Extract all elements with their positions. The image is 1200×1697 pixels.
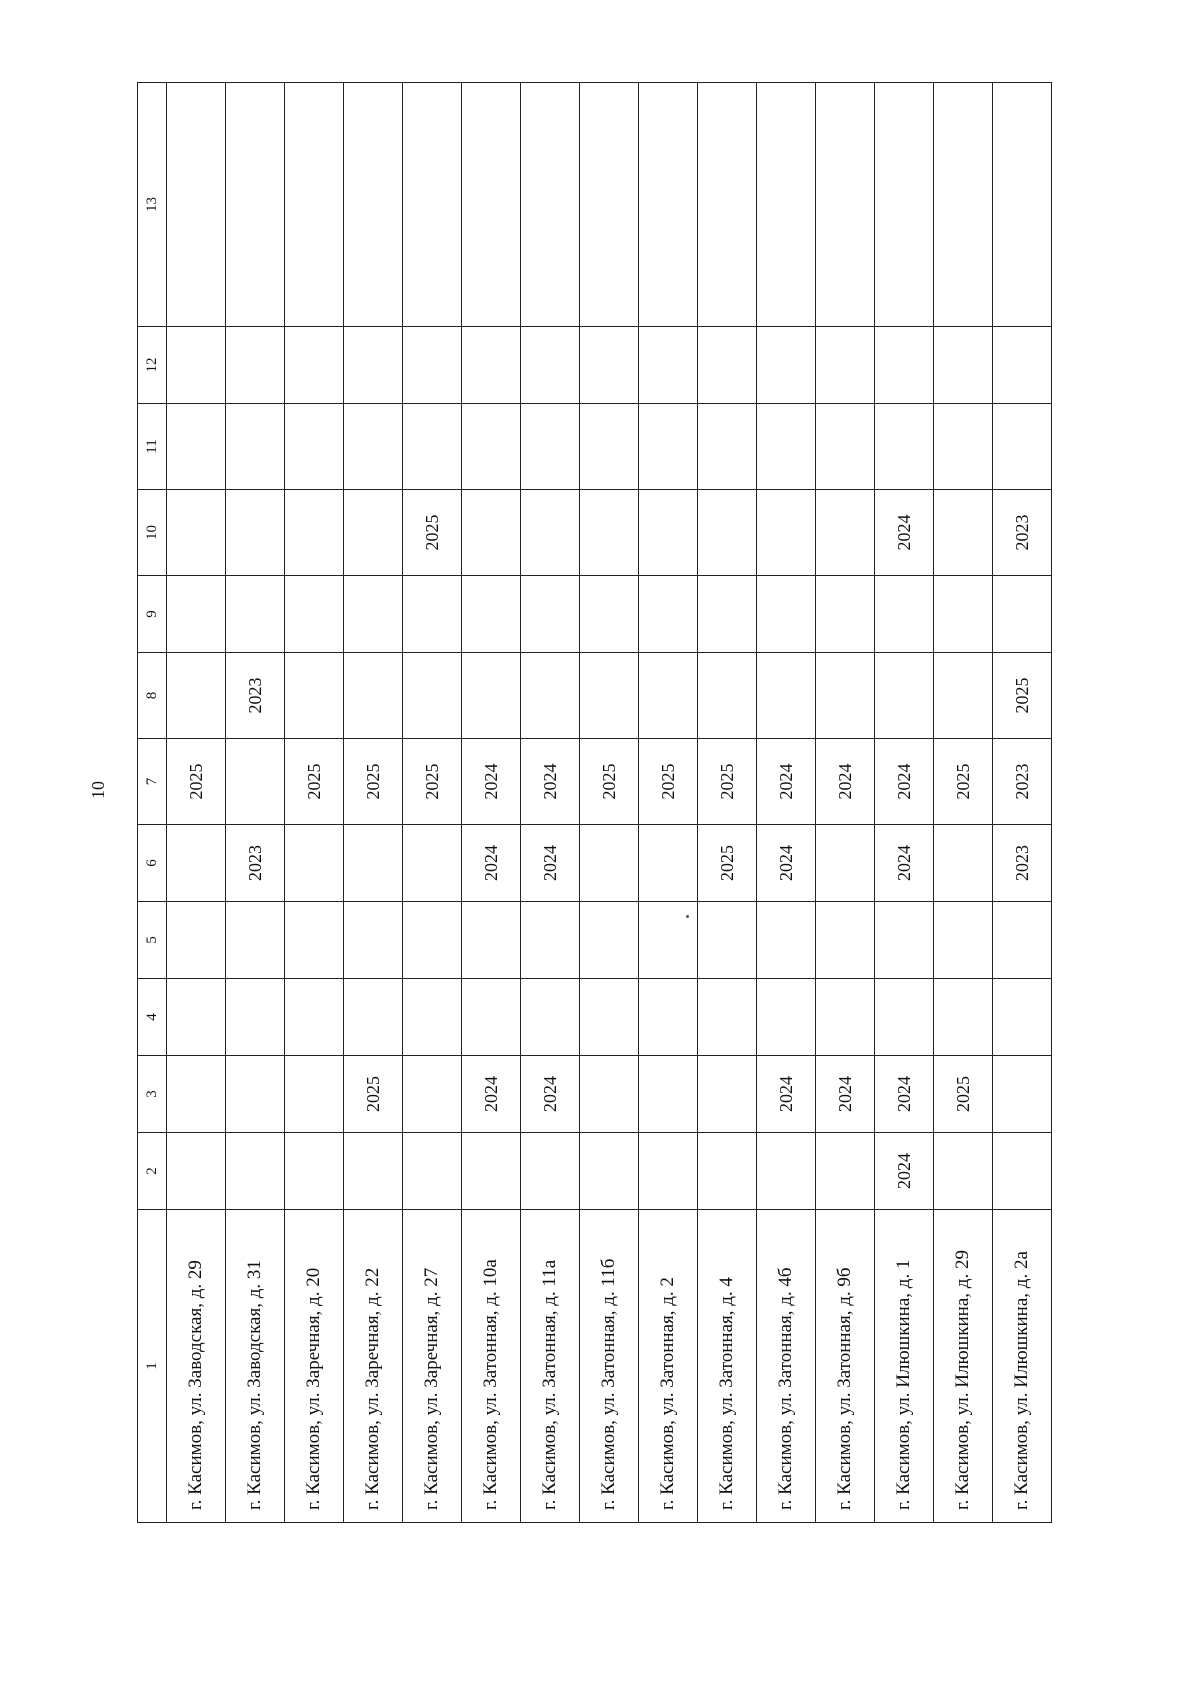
- scan-speck: [686, 915, 689, 918]
- year-cell-c3: 2024: [875, 1056, 934, 1133]
- year-cell-c13: [403, 83, 462, 327]
- schedule-table: [137, 82, 1052, 1523]
- year-cell-c2: [757, 1133, 816, 1210]
- year-cell-c12: [580, 327, 639, 404]
- column-number-5: 5: [138, 902, 167, 979]
- year-cell-c7: 2025: [698, 739, 757, 825]
- address-cell: г. Касимов, ул. Заречная, д. 22: [344, 1210, 403, 1523]
- year-cell-c4: [757, 979, 816, 1056]
- year-cell-c4: [934, 979, 993, 1056]
- table-row: [698, 83, 757, 1523]
- year-cell-c5: [226, 902, 285, 979]
- year-cell-c2: [344, 1133, 403, 1210]
- table-row: [403, 83, 462, 1523]
- year-cell-c13: [285, 83, 344, 327]
- year-cell-c11: [580, 404, 639, 490]
- year-cell-c2: [816, 1133, 875, 1210]
- year-cell-c13: [344, 83, 403, 327]
- year-cell-c5: [639, 902, 698, 979]
- year-cell-c7: 2025: [344, 739, 403, 825]
- year-cell-c6: 2023: [226, 825, 285, 902]
- year-cell-c2: 2024: [875, 1133, 934, 1210]
- table-row: [167, 83, 226, 1523]
- table-row: [344, 83, 403, 1523]
- column-number-6: 6: [138, 825, 167, 902]
- year-cell-c5: [993, 902, 1052, 979]
- column-number-2: 2: [138, 1133, 167, 1210]
- year-cell-c4: [226, 979, 285, 1056]
- table-row: [521, 83, 580, 1523]
- table-row: [462, 83, 521, 1523]
- year-cell-c7: 2024: [521, 739, 580, 825]
- year-cell-c2: [403, 1133, 462, 1210]
- year-cell-c8: [167, 653, 226, 739]
- year-cell-c4: [344, 979, 403, 1056]
- year-cell-c4: [993, 979, 1052, 1056]
- table-row: [816, 83, 875, 1523]
- year-cell-c7: [226, 739, 285, 825]
- year-cell-c11: [344, 404, 403, 490]
- year-cell-c11: [403, 404, 462, 490]
- year-cell-c2: [993, 1133, 1052, 1210]
- year-cell-c10: [698, 490, 757, 576]
- address-cell: г. Касимов, ул. Илюшкина, д. 1: [875, 1210, 934, 1523]
- year-cell-c6: [639, 825, 698, 902]
- year-cell-c6: 2025: [698, 825, 757, 902]
- year-cell-c3: 2024: [757, 1056, 816, 1133]
- address-cell: г. Касимов, ул. Заводская, д. 29: [167, 1210, 226, 1523]
- year-cell-c2: [698, 1133, 757, 1210]
- year-cell-c8: [934, 653, 993, 739]
- year-cell-c6: [816, 825, 875, 902]
- table-row: [285, 83, 344, 1523]
- year-cell-c2: [580, 1133, 639, 1210]
- year-cell-c6: [167, 825, 226, 902]
- schedule-table-rotated: [137, 103, 1045, 1523]
- year-cell-c3: 2025: [934, 1056, 993, 1133]
- year-cell-c8: [403, 653, 462, 739]
- year-cell-c5: [167, 902, 226, 979]
- year-cell-c7: 2024: [462, 739, 521, 825]
- address-cell: г. Касимов, ул. Заречная, д. 20: [285, 1210, 344, 1523]
- year-cell-c8: 2025: [993, 653, 1052, 739]
- address-cell: г. Касимов, ул. Илюшкина, д. 29: [934, 1210, 993, 1523]
- year-cell-c9: [167, 576, 226, 653]
- year-cell-c8: [816, 653, 875, 739]
- year-cell-c3: [403, 1056, 462, 1133]
- year-cell-c3: [285, 1056, 344, 1133]
- year-cell-c4: [167, 979, 226, 1056]
- year-cell-c9: [226, 576, 285, 653]
- year-cell-c11: [993, 404, 1052, 490]
- year-cell-c3: [639, 1056, 698, 1133]
- year-cell-c7: 2025: [285, 739, 344, 825]
- year-cell-c3: [580, 1056, 639, 1133]
- year-cell-c3: [698, 1056, 757, 1133]
- year-cell-c11: [462, 404, 521, 490]
- year-cell-c9: [993, 576, 1052, 653]
- year-cell-c11: [639, 404, 698, 490]
- year-cell-c4: [580, 979, 639, 1056]
- year-cell-c7: 2024: [816, 739, 875, 825]
- table-row: [993, 83, 1052, 1523]
- year-cell-c2: [521, 1133, 580, 1210]
- table-row: [875, 83, 934, 1523]
- year-cell-c12: [816, 327, 875, 404]
- year-cell-c7: 2025: [403, 739, 462, 825]
- year-cell-c9: [344, 576, 403, 653]
- year-cell-c3: 2025: [344, 1056, 403, 1133]
- year-cell-c11: [934, 404, 993, 490]
- year-cell-c5: [580, 902, 639, 979]
- year-cell-c8: [344, 653, 403, 739]
- year-cell-c5: [698, 902, 757, 979]
- year-cell-c12: [639, 327, 698, 404]
- year-cell-c7: 2024: [757, 739, 816, 825]
- year-cell-c9: [462, 576, 521, 653]
- year-cell-c9: [875, 576, 934, 653]
- year-cell-c6: [934, 825, 993, 902]
- column-number-13: 13: [138, 83, 167, 327]
- year-cell-c8: [580, 653, 639, 739]
- year-cell-c12: [403, 327, 462, 404]
- schedule-table-frame: [137, 103, 1045, 1523]
- year-cell-c8: [757, 653, 816, 739]
- year-cell-c3: [226, 1056, 285, 1133]
- address-cell: г. Касимов, ул. Затонная, д. 9б: [816, 1210, 875, 1523]
- year-cell-c10: [639, 490, 698, 576]
- year-cell-c2: [285, 1133, 344, 1210]
- year-cell-c10: [757, 490, 816, 576]
- year-cell-c9: [285, 576, 344, 653]
- table-row: [226, 83, 285, 1523]
- year-cell-c13: [167, 83, 226, 327]
- year-cell-c12: [285, 327, 344, 404]
- year-cell-c13: [521, 83, 580, 327]
- year-cell-c12: [344, 327, 403, 404]
- year-cell-c6: [344, 825, 403, 902]
- year-cell-c7: 2025: [639, 739, 698, 825]
- year-cell-c10: [167, 490, 226, 576]
- year-cell-c4: [521, 979, 580, 1056]
- year-cell-c3: 2024: [462, 1056, 521, 1133]
- year-cell-c13: [934, 83, 993, 327]
- year-cell-c13: [698, 83, 757, 327]
- column-number-3: 3: [138, 1056, 167, 1133]
- year-cell-c10: [344, 490, 403, 576]
- year-cell-c10: 2025: [403, 490, 462, 576]
- year-cell-c2: [934, 1133, 993, 1210]
- year-cell-c13: [462, 83, 521, 327]
- year-cell-c5: [521, 902, 580, 979]
- page-number: 10: [88, 781, 108, 799]
- year-cell-c12: [521, 327, 580, 404]
- year-cell-c11: [698, 404, 757, 490]
- year-cell-c7: 2024: [875, 739, 934, 825]
- year-cell-c8: [462, 653, 521, 739]
- year-cell-c7: 2025: [934, 739, 993, 825]
- year-cell-c13: [875, 83, 934, 327]
- year-cell-c6: 2024: [521, 825, 580, 902]
- year-cell-c6: 2024: [757, 825, 816, 902]
- year-cell-c8: [285, 653, 344, 739]
- year-cell-c10: [934, 490, 993, 576]
- year-cell-c9: [934, 576, 993, 653]
- year-cell-c5: [462, 902, 521, 979]
- year-cell-c6: 2023: [993, 825, 1052, 902]
- year-cell-c4: [639, 979, 698, 1056]
- year-cell-c4: [403, 979, 462, 1056]
- column-number-7: 7: [138, 739, 167, 825]
- table-body: [138, 83, 1052, 1523]
- year-cell-c9: [698, 576, 757, 653]
- year-cell-c4: [816, 979, 875, 1056]
- year-cell-c5: [344, 902, 403, 979]
- year-cell-c5: [757, 902, 816, 979]
- year-cell-c7: 2025: [580, 739, 639, 825]
- year-cell-c5: [934, 902, 993, 979]
- year-cell-c3: [167, 1056, 226, 1133]
- column-number-11: 11: [138, 404, 167, 490]
- year-cell-c12: [698, 327, 757, 404]
- year-cell-c2: [639, 1133, 698, 1210]
- year-cell-c11: [757, 404, 816, 490]
- year-cell-c9: [580, 576, 639, 653]
- column-number-1: 1: [138, 1210, 167, 1523]
- year-cell-c4: [285, 979, 344, 1056]
- year-cell-c10: 2023: [993, 490, 1052, 576]
- year-cell-c12: [993, 327, 1052, 404]
- year-cell-c11: [816, 404, 875, 490]
- year-cell-c12: [875, 327, 934, 404]
- year-cell-c13: [816, 83, 875, 327]
- address-cell: г. Касимов, ул. Затонная, д. 10а: [462, 1210, 521, 1523]
- year-cell-c5: [875, 902, 934, 979]
- year-cell-c2: [167, 1133, 226, 1210]
- year-cell-c6: [285, 825, 344, 902]
- year-cell-c4: [875, 979, 934, 1056]
- year-cell-c11: [226, 404, 285, 490]
- year-cell-c11: [875, 404, 934, 490]
- column-number-4: 4: [138, 979, 167, 1056]
- year-cell-c7: 2025: [167, 739, 226, 825]
- year-cell-c11: [285, 404, 344, 490]
- year-cell-c8: [875, 653, 934, 739]
- year-cell-c12: [167, 327, 226, 404]
- year-cell-c2: [226, 1133, 285, 1210]
- year-cell-c8: [521, 653, 580, 739]
- address-cell: г. Касимов, ул. Затонная, д. 11б: [580, 1210, 639, 1523]
- column-number-8: 8: [138, 653, 167, 739]
- address-cell: г. Касимов, ул. Затонная, д. 4: [698, 1210, 757, 1523]
- year-cell-c3: 2024: [521, 1056, 580, 1133]
- year-cell-c6: 2024: [462, 825, 521, 902]
- year-cell-c10: [285, 490, 344, 576]
- year-cell-c5: [285, 902, 344, 979]
- year-cell-c5: [816, 902, 875, 979]
- year-cell-c12: [757, 327, 816, 404]
- year-cell-c13: [226, 83, 285, 327]
- year-cell-c10: [462, 490, 521, 576]
- address-cell: г. Касимов, ул. Затонная, д. 11а: [521, 1210, 580, 1523]
- year-cell-c12: [934, 327, 993, 404]
- year-cell-c10: [226, 490, 285, 576]
- table-row: [580, 83, 639, 1523]
- year-cell-c13: [580, 83, 639, 327]
- year-cell-c6: 2024: [875, 825, 934, 902]
- address-cell: г. Касимов, ул. Заводская, д. 31: [226, 1210, 285, 1523]
- table-row: [639, 83, 698, 1523]
- year-cell-c11: [521, 404, 580, 490]
- year-cell-c13: [757, 83, 816, 327]
- year-cell-c10: [816, 490, 875, 576]
- year-cell-c9: [403, 576, 462, 653]
- column-number-9: 9: [138, 576, 167, 653]
- address-cell: г. Касимов, ул. Заречная, д. 27: [403, 1210, 462, 1523]
- year-cell-c12: [462, 327, 521, 404]
- year-cell-c10: [580, 490, 639, 576]
- column-number-10: 10: [138, 490, 167, 576]
- year-cell-c9: [639, 576, 698, 653]
- year-cell-c13: [639, 83, 698, 327]
- year-cell-c5: [403, 902, 462, 979]
- year-cell-c3: [993, 1056, 1052, 1133]
- table-row: [757, 83, 816, 1523]
- year-cell-c13: [993, 83, 1052, 327]
- year-cell-c9: [521, 576, 580, 653]
- year-cell-c10: [521, 490, 580, 576]
- year-cell-c9: [757, 576, 816, 653]
- year-cell-c12: [226, 327, 285, 404]
- year-cell-c7: 2023: [993, 739, 1052, 825]
- year-cell-c4: [462, 979, 521, 1056]
- year-cell-c2: [462, 1133, 521, 1210]
- year-cell-c8: [698, 653, 757, 739]
- year-cell-c11: [167, 404, 226, 490]
- year-cell-c8: 2023: [226, 653, 285, 739]
- year-cell-c10: 2024: [875, 490, 934, 576]
- address-cell: г. Касимов, ул. Затонная, д. 2: [639, 1210, 698, 1523]
- address-cell: г. Касимов, ул. Илюшкина, д. 2а: [993, 1210, 1052, 1523]
- year-cell-c3: 2024: [816, 1056, 875, 1133]
- year-cell-c9: [816, 576, 875, 653]
- table-row: [934, 83, 993, 1523]
- year-cell-c8: [639, 653, 698, 739]
- year-cell-c6: [580, 825, 639, 902]
- column-number-12: 12: [138, 327, 167, 404]
- address-cell: г. Касимов, ул. Затонная, д. 4б: [757, 1210, 816, 1523]
- year-cell-c6: [403, 825, 462, 902]
- column-number-row: [138, 83, 167, 1523]
- year-cell-c4: [698, 979, 757, 1056]
